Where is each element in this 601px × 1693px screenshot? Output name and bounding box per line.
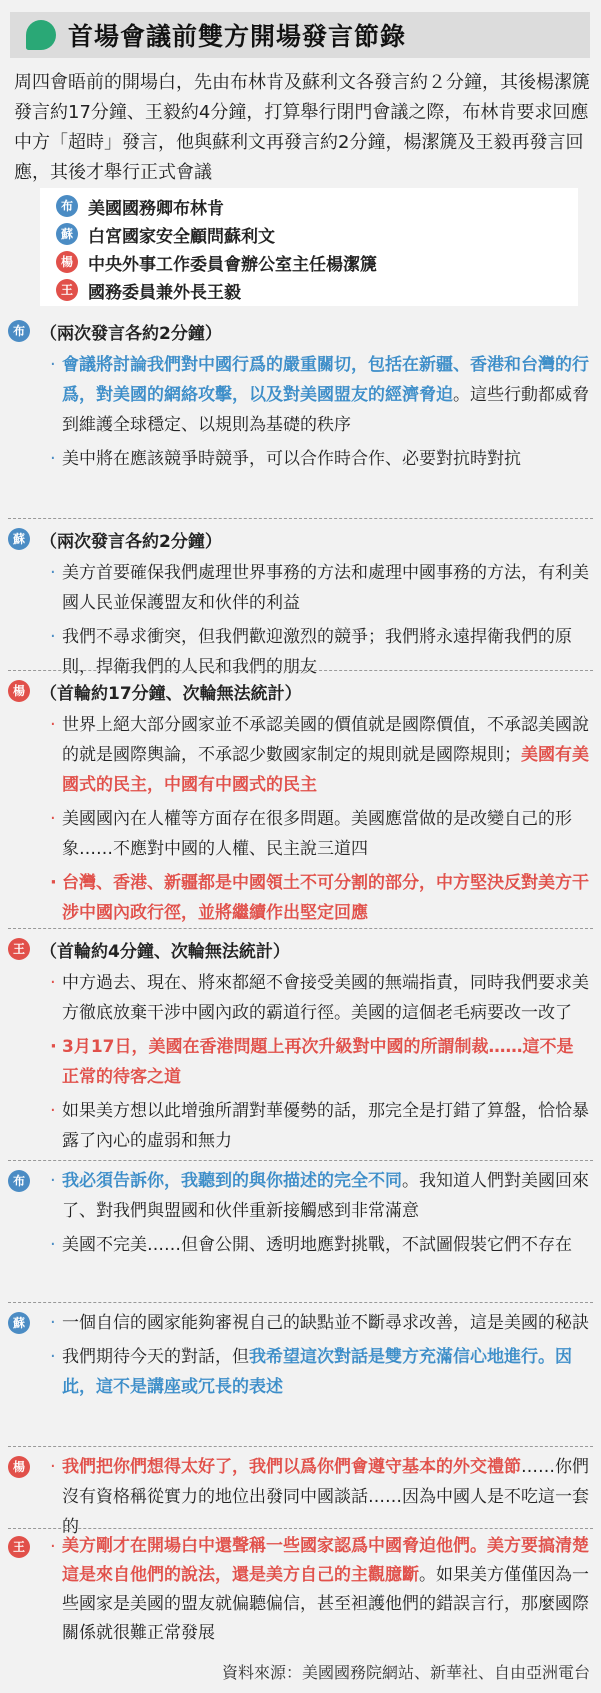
quote-bullet (8, 710, 594, 800)
legend-label: 美國國務卿布林肯 (88, 198, 224, 219)
section-blinken-1 (8, 318, 594, 474)
section-heading (8, 678, 594, 704)
yang-icon: 楊 (56, 251, 78, 273)
sullivan-icon: 蘇 (56, 223, 78, 245)
quote-bullet (8, 1532, 594, 1648)
section-wang-2 (8, 1532, 594, 1648)
sullivan-icon: 蘇 (8, 1312, 30, 1334)
quote-bullet: · 3月17日，美國在香港問題上再次升級對中國的所謂制裁……這不是正常的待客之道 (8, 1032, 594, 1092)
legend-label: 白宮國家安全顧問蘇利文 (88, 226, 275, 247)
wang-icon: 王 (56, 279, 78, 301)
quote-bullet: · 如果美方想以此增強所謂對華優勢的話，那完全是打錯了算盤，恰恰暴露了內心的虛弱和無力 (8, 1096, 594, 1156)
sullivan-icon: 蘇 (8, 528, 30, 550)
section-heading-text: （首輪約17分鐘、次輪無法統計） (40, 683, 302, 704)
legend-label: 中央外事工作委員會辦公室主任楊潔篪 (88, 254, 377, 275)
section-sullivan-1 (8, 526, 594, 682)
speech-bubble-icon (26, 20, 56, 50)
highlight-text: 我必須告訴你，我聽到的與你描述的完全不同 (62, 1171, 402, 1191)
quote-bullet (8, 1342, 594, 1402)
section-heading (8, 526, 594, 552)
quote-bullet: · 一個自信的國家能夠審視自己的缺點並不斷尋求改善，這是美國的秘訣 (8, 1308, 594, 1338)
quote-text: 。這些行動都威脅到維護全球穩定、以規則為基礎的秩序 (62, 385, 589, 435)
source-credit: 資料來源：美國國務院網站、新華社、自由亞洲電台 (221, 1663, 590, 1682)
legend-item-wang (40, 276, 578, 304)
blinken-icon: 布 (56, 195, 78, 217)
yang-icon: 楊 (8, 680, 30, 702)
section-wang-1 (8, 936, 594, 1156)
divider (8, 1160, 593, 1161)
quote-text: 世界上絕大部分國家並不承認美國的價值就是國際價值，不承認美國說的就是國際輿論，不承認少數國家制定的規則就是國際規則； (62, 715, 589, 765)
divider (8, 670, 593, 671)
quote-bullet: · 美方首要確保我們處理世界事務的方法和處理中國事務的方法，有利美國人民並保護盟友和伙伴的利益 (8, 558, 594, 618)
quote-text: 我們期待今天的對話，但 (62, 1347, 249, 1367)
section-sullivan-2 (8, 1308, 594, 1402)
legend-item-yang (40, 248, 578, 276)
wang-icon: 王 (8, 1536, 30, 1558)
quote-bullet: · 中方過去、現在、將來都絕不會接受美國的無端指責，同時我們要求美方徹底放棄干涉中國內政的霸道行徑。美國的這個老毛病要改一改了 (8, 968, 594, 1028)
highlight-text: 美方剛才在開場白中還聲稱一些國家認爲中國脅迫他們。美方要搞清楚這是來自他們的說法，還是美方自己的主觀臆斷 (62, 1536, 589, 1585)
divider (8, 518, 593, 519)
section-yang-1 (8, 678, 594, 928)
highlight-text: 美國有美國式的民主，中國有中國式的民主 (62, 745, 589, 795)
quote-text: 。如果美方僅僅因為一些國家是美國的盟友就偏聽偏信，甚至袒護他們的錯誤言行，那麼國際關係就很難正常發展 (62, 1565, 589, 1643)
divider (8, 1446, 593, 1447)
section-blinken-2 (8, 1166, 594, 1260)
divider (8, 928, 593, 929)
section-heading-text: （首輪約4分鐘、次輪無法統計） (40, 941, 290, 962)
quote-bullet: · 美國不完美……但會公開、透明地應對挑戰，不試圖假裝它們不存在 (8, 1230, 594, 1260)
quote-bullet: · 我們不尋求衝突，但我們歡迎激烈的競爭；我們將永遠捍衛我們的原則，捍衛我們的人民和我們的朋友 (8, 622, 594, 682)
page-title: 首場會議前雙方開場發言節錄 (68, 22, 407, 51)
divider (8, 1302, 593, 1303)
quote-text: 。我知道人們對美國回來了、對我們與盟國和伙伴重新接觸感到非常滿意 (62, 1171, 589, 1221)
section-heading (8, 936, 594, 962)
legend-label: 國務委員兼外長王毅 (88, 282, 241, 303)
divider (8, 1528, 593, 1529)
wang-icon: 王 (8, 938, 30, 960)
intro-paragraph: 周四會晤前的開場白，先由布林肯及蘇利文各發言約２分鐘，其後楊潔篪發言約17分鐘、王毅約4分鐘，打算舉行閉門會議之際，布林肯要求回應中方「超時」發言，他與蘇利文再發言約2分鐘，楊潔篪及王毅再發言回應，其後才舉行正式會議 (14, 72, 590, 183)
quote-bullet (8, 1166, 594, 1226)
legend-item-sullivan (40, 220, 578, 248)
quote-text: ……你們沒有資格稱從實力的地位出發同中國談話……因為中國人是不吃這一套的 (62, 1457, 589, 1537)
legend-item-blinken (40, 192, 578, 220)
quote-bullet: · 美中將在應該競爭時競爭，可以合作時合作、必要對抗時對抗 (8, 444, 594, 474)
quote-bullet: · 台灣、香港、新疆都是中國領土不可分割的部分，中方堅決反對美方干涉中國內政行徑，並將繼續作出堅定回應 (8, 868, 594, 928)
section-heading (8, 318, 594, 344)
highlight-text: 會議將討論我們對中國行爲的嚴重關切，包括在新疆、香港和台灣的行爲，對美國的網絡攻擊，以及對美國盟友的經濟脅迫 (62, 355, 589, 405)
title-bar (10, 12, 590, 58)
section-heading-text: （兩次發言各約2分鐘） (40, 531, 222, 552)
highlight-text: 我希望這次對話是雙方充滿信心地進行。因此，這不是講座或冗長的表述 (62, 1347, 572, 1397)
speaker-legend (40, 188, 578, 306)
section-heading-text: （兩次發言各約2分鐘） (40, 323, 222, 344)
quote-bullet (8, 350, 594, 440)
highlight-text: 我們把你們想得太好了，我們以爲你們會遵守基本的外交禮節 (62, 1457, 521, 1477)
blinken-icon: 布 (8, 320, 30, 342)
yang-icon: 楊 (8, 1456, 30, 1478)
blinken-icon: 布 (8, 1170, 30, 1192)
quote-bullet: · 美國國內在人權等方面存在很多問題。美國應當做的是改變自己的形象……不應對中國的人權、民主說三道四 (8, 804, 594, 864)
